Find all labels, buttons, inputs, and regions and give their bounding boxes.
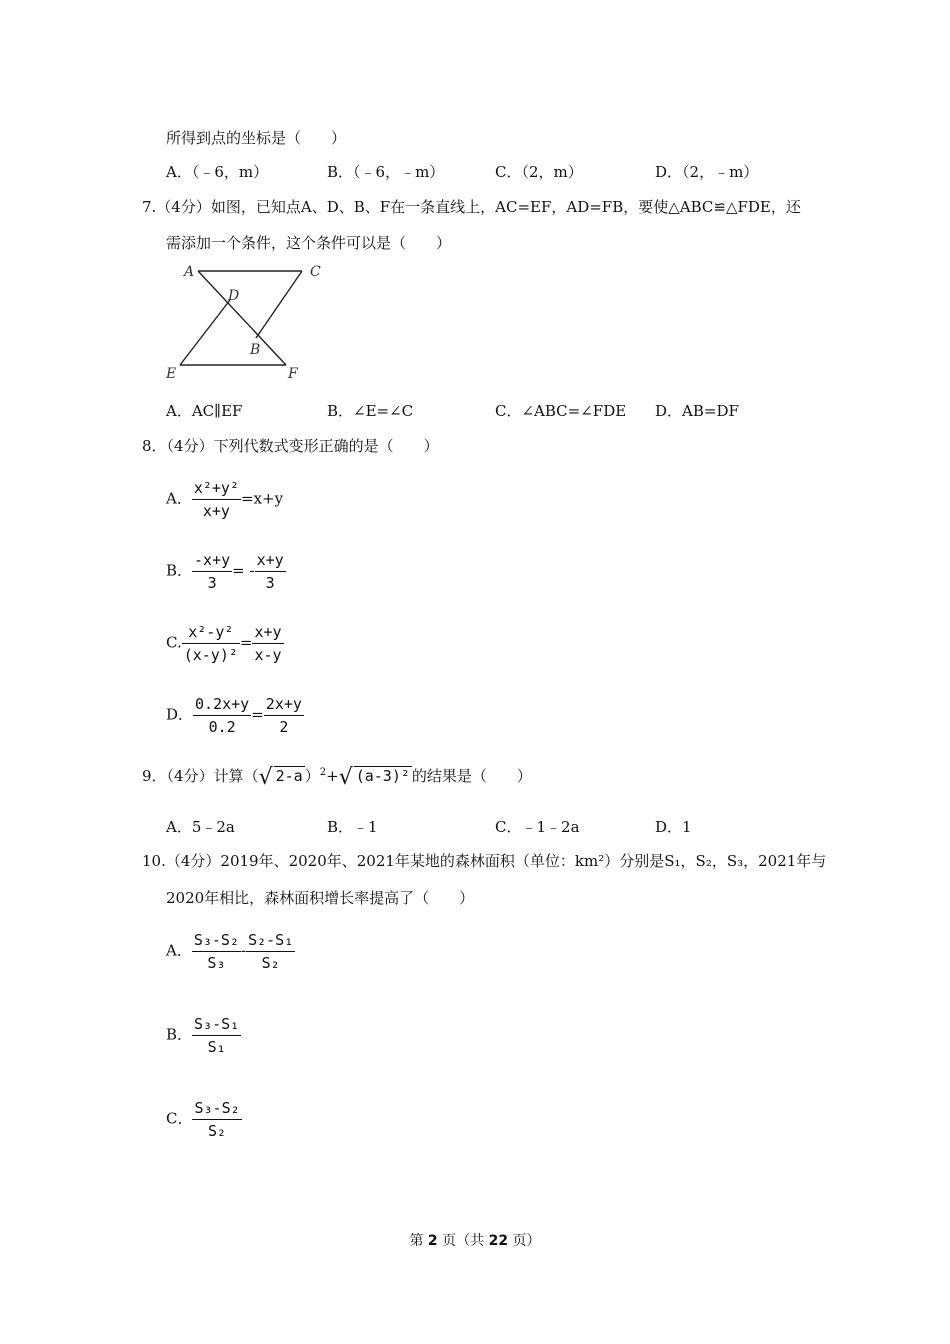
- q7-stem-line1: 7.（4分）如图，已知点A、D、B、F在一条直线上，AC=EF，AD=FB，要使△ABC≌△FDE，还: [142, 198, 801, 216]
- sqrt-icon: √: [338, 765, 353, 790]
- q10-a-mid: -: [241, 941, 247, 960]
- q8-c-fraction-right: [252, 622, 283, 665]
- footer-pre: 第: [409, 1233, 424, 1249]
- q8-b-denominator2: 3: [265, 574, 275, 592]
- q9-sqrt2: (a-3)²: [355, 767, 410, 785]
- q9-option-a: A．5﹣2a: [166, 818, 235, 836]
- footer-page-number: 2: [427, 1233, 438, 1249]
- q6-option-c: C．（2，m）: [495, 163, 583, 181]
- q8-c-numerator: x²-y²: [182, 622, 240, 644]
- q10-a-denominator: S₃: [207, 954, 226, 972]
- q10-a-fraction-right: [246, 930, 295, 973]
- q8-c-denominator: (x-y)²: [183, 646, 238, 664]
- label-b: B: [250, 342, 261, 358]
- footer-total-pages: 22: [488, 1233, 509, 1249]
- q9-option-b: B．﹣1: [327, 818, 378, 836]
- q9-stem: [142, 765, 532, 790]
- q10-a-numerator2: S₂-S₁: [246, 930, 295, 952]
- q8-b-fraction-left: [192, 550, 232, 593]
- q7-option-d: D．AB=DF: [655, 402, 739, 420]
- q7-option-c: C．∠ABC=∠FDE: [495, 402, 627, 420]
- q6-stem-tail: 所得到点的坐标是（ ）: [166, 129, 347, 147]
- q10-c-label: C．: [166, 1109, 193, 1128]
- footer-post: 页）: [512, 1233, 541, 1249]
- q6-option-b: B．（﹣6，﹣m）: [327, 163, 445, 181]
- q8-b-label: B．: [166, 561, 193, 580]
- q8-option-c: [166, 622, 284, 665]
- q8-a-label: A．: [166, 489, 192, 508]
- q10-c-numerator: S₃-S₂: [192, 1098, 241, 1120]
- q8-option-a: [166, 478, 283, 521]
- q6-option-a: A．（﹣6，m）: [166, 163, 269, 181]
- q8-a-fraction: [192, 478, 241, 521]
- segment-ed: [180, 300, 230, 365]
- q9-plus: +: [326, 767, 339, 785]
- footer-mid: 页（共: [442, 1233, 485, 1249]
- q9-option-c: C．﹣1﹣2a: [495, 818, 580, 836]
- q10-stem-line2: 2020年相比，森林面积增长率提高了（ ）: [166, 889, 475, 907]
- q9-paren-close: ）: [304, 767, 320, 785]
- sqrt-icon: √: [258, 765, 273, 790]
- q10-b-fraction: [192, 1014, 241, 1057]
- q7-option-b: B．∠E=∠C: [327, 402, 414, 420]
- q8-b-fraction-right: [255, 550, 286, 593]
- q8-b-numerator: -x+y: [192, 550, 232, 572]
- q8-a-rhs: =x+y: [241, 489, 284, 508]
- q9-stem-post: 的结果是（ ）: [411, 767, 532, 785]
- q8-c-label: C.: [166, 633, 182, 652]
- label-e: E: [166, 366, 177, 382]
- q7-figure: [160, 258, 340, 386]
- q8-d-denominator2: 2: [279, 718, 289, 736]
- q8-b-numerator2: x+y: [255, 550, 286, 572]
- q10-option-c: [166, 1098, 242, 1141]
- q10-c-fraction: [192, 1098, 241, 1141]
- q8-c-mid: =: [239, 633, 253, 652]
- q8-c-numerator2: x+y: [252, 622, 283, 644]
- q8-c-denominator2: x-y: [254, 646, 282, 664]
- segment-cb: [256, 271, 302, 338]
- label-f: F: [288, 366, 298, 382]
- q7-option-a: A．AC∥EF: [166, 402, 243, 420]
- q9-option-d: D．1: [655, 818, 692, 836]
- q9-sqrt1: 2-a: [275, 767, 303, 785]
- q8-a-numerator: x²+y²: [192, 478, 241, 500]
- q10-c-denominator: S₂: [208, 1122, 227, 1140]
- q10-b-denominator: S₁: [207, 1038, 226, 1056]
- q8-d-fraction-left: [193, 694, 251, 737]
- q10-a-fraction-left: [192, 930, 241, 973]
- q10-b-numerator: S₃-S₁: [192, 1014, 241, 1036]
- label-c: C: [310, 264, 321, 280]
- q10-stem-line1: 10.（4分）2019年、2020年、2021年某地的森林面积（单位：km²）分别是S₁，S₂，S₃，2021年与: [142, 852, 827, 870]
- q7-stem-line2: 需添加一个条件，这个条件可以是（ ）: [166, 234, 452, 252]
- q10-b-label: B．: [166, 1025, 193, 1044]
- q8-option-d: [166, 694, 304, 737]
- q10-option-b: [166, 1014, 241, 1057]
- q10-a-denominator2: S₂: [261, 954, 280, 972]
- q9-exp: 2: [319, 767, 327, 778]
- q8-b-denominator: 3: [207, 574, 217, 592]
- q8-d-numerator: 0.2x+y: [193, 694, 251, 716]
- q9-stem-pre: 9．（4分）计算（: [142, 767, 259, 785]
- q8-b-mid: = -: [232, 561, 255, 580]
- page-footer: [0, 1230, 950, 1250]
- q10-a-label: A．: [166, 941, 192, 960]
- q8-c-fraction-left: [182, 622, 240, 665]
- segment-af: [198, 271, 286, 365]
- q8-option-b: [166, 550, 286, 593]
- q8-stem: 8．（4分）下列代数式变形正确的是（ ）: [142, 437, 439, 455]
- q8-d-mid: =: [251, 705, 264, 724]
- q10-option-a: [166, 930, 295, 973]
- q8-d-fraction-right: [264, 694, 304, 737]
- q6-option-d: D．（2，﹣m）: [655, 163, 759, 181]
- q8-d-label: D．: [166, 705, 194, 724]
- label-d: D: [228, 288, 240, 304]
- q10-a-numerator: S₃-S₂: [192, 930, 241, 952]
- label-a: A: [184, 264, 195, 280]
- q8-d-denominator: 0.2: [208, 718, 236, 736]
- q8-d-numerator2: 2x+y: [264, 694, 304, 716]
- q8-a-denominator: x+y: [202, 502, 230, 520]
